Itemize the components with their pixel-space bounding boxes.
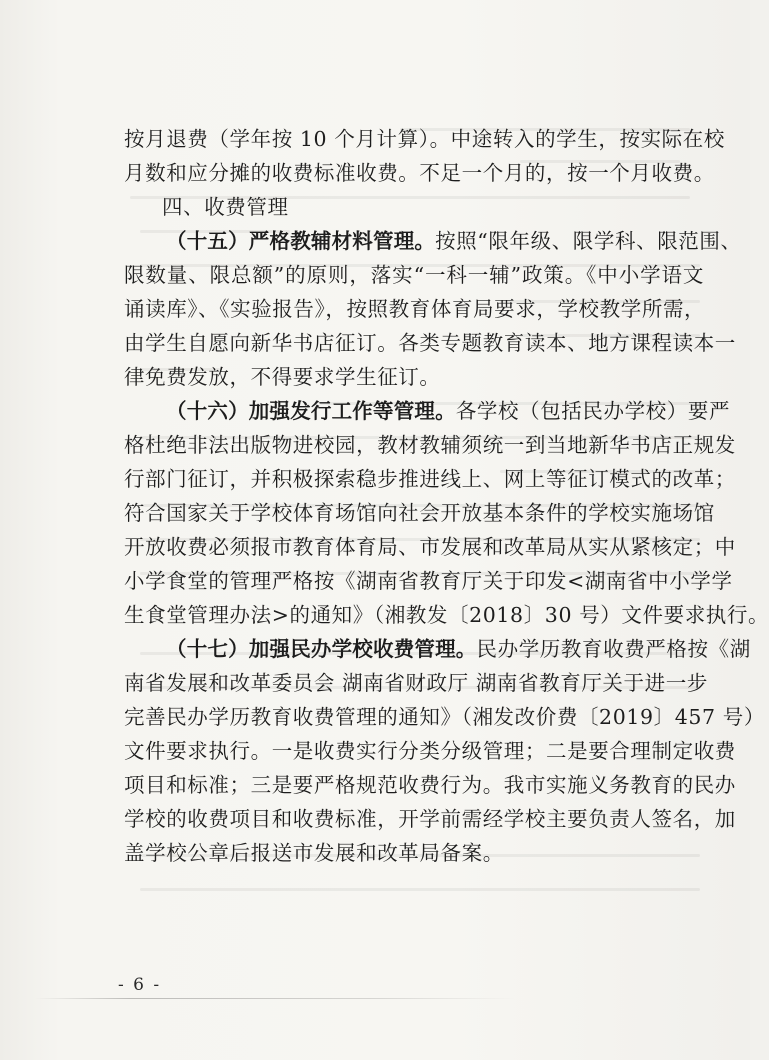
text-line-2: 月数和应分摊的收费标准收费。不足一个月的，按一个月收费。	[124, 161, 715, 185]
item-16-text: 各学校（包括民办学校）要严	[455, 399, 731, 423]
text-line-20: 项目和标准；三是要严格规范收费行为。我市实施义务教育的民办	[124, 773, 736, 797]
text-line-13: 开放收费必须报市教育体育局、市发展和改革局从实从紧核定；中	[124, 535, 736, 559]
text-line-7: 由学生自愿向新华书店征订。各类专题教育读本、地方课程读本一	[124, 331, 736, 355]
item-16-title: （十六）加强发行工作等管理。	[166, 399, 456, 423]
text-line-10: 格杜绝非法出版物进校园，教材教辅须统一到当地新华书店正规发	[124, 433, 736, 457]
text-line-11: 行部门征订，并积极探索稳步推进线上、网上等征订模式的改革；	[124, 467, 736, 491]
item-16-first-line	[124, 394, 731, 428]
text-line-17: 南省发展和改革委员会 湖南省财政厅 湖南省教育厅关于进一步	[124, 671, 708, 695]
text-line-19: 文件要求执行。一是收费实行分类分级管理；二是要合理制定收费	[124, 739, 736, 763]
item-15-text: 按照“限年级、限学科、限范围、	[435, 229, 742, 253]
text-line-6: 诵读库》、《实验报告》，按照教育体育局要求，学校教学所需，	[124, 297, 706, 321]
text-line-18: 完善民办学历教育收费管理的通知》（湘发改价费〔2019〕457 号）	[124, 705, 765, 729]
page-number: - 6 -	[118, 975, 162, 995]
text-line-8: 律免费发放，不得要求学生征订。	[124, 365, 441, 389]
text-line-5: 限数量、限总额”的原则，落实“一科一辅”政策。《中小学语文	[124, 263, 704, 287]
scan-artifact-line	[35, 998, 515, 999]
document-body	[124, 122, 769, 870]
item-17-title: （十七）加强民办学校收费管理。	[166, 637, 477, 661]
text-line-21: 学校的收费项目和收费标准，开学前需经学校主要负责人签名，加	[124, 807, 736, 831]
item-17-first-line	[124, 632, 751, 666]
text-line-12: 符合国家关于学校体育场馆向社会开放基本条件的学校实施场馆	[124, 501, 715, 525]
text-line-14: 小学食堂的管理严格按《湖南省教育厅关于印发<湖南省中小学学	[124, 569, 733, 593]
text-line-1: 按月退费（学年按 10 个月计算）。中途转入的学生，按实际在校	[124, 127, 725, 151]
text-line-22: 盖学校公章后报送市发展和改革局备案。	[124, 841, 504, 865]
section-heading-fee-management: 四、收费管理	[162, 195, 289, 219]
text-line-15: 生食堂管理办法>的通知》（湘教发〔2018〕30 号）文件要求执行。	[124, 603, 769, 627]
item-15-title: （十五）严格教辅材料管理。	[166, 229, 436, 253]
item-15-first-line	[124, 224, 742, 258]
item-17-text: 民办学历教育收费严格按《湖	[476, 637, 751, 661]
